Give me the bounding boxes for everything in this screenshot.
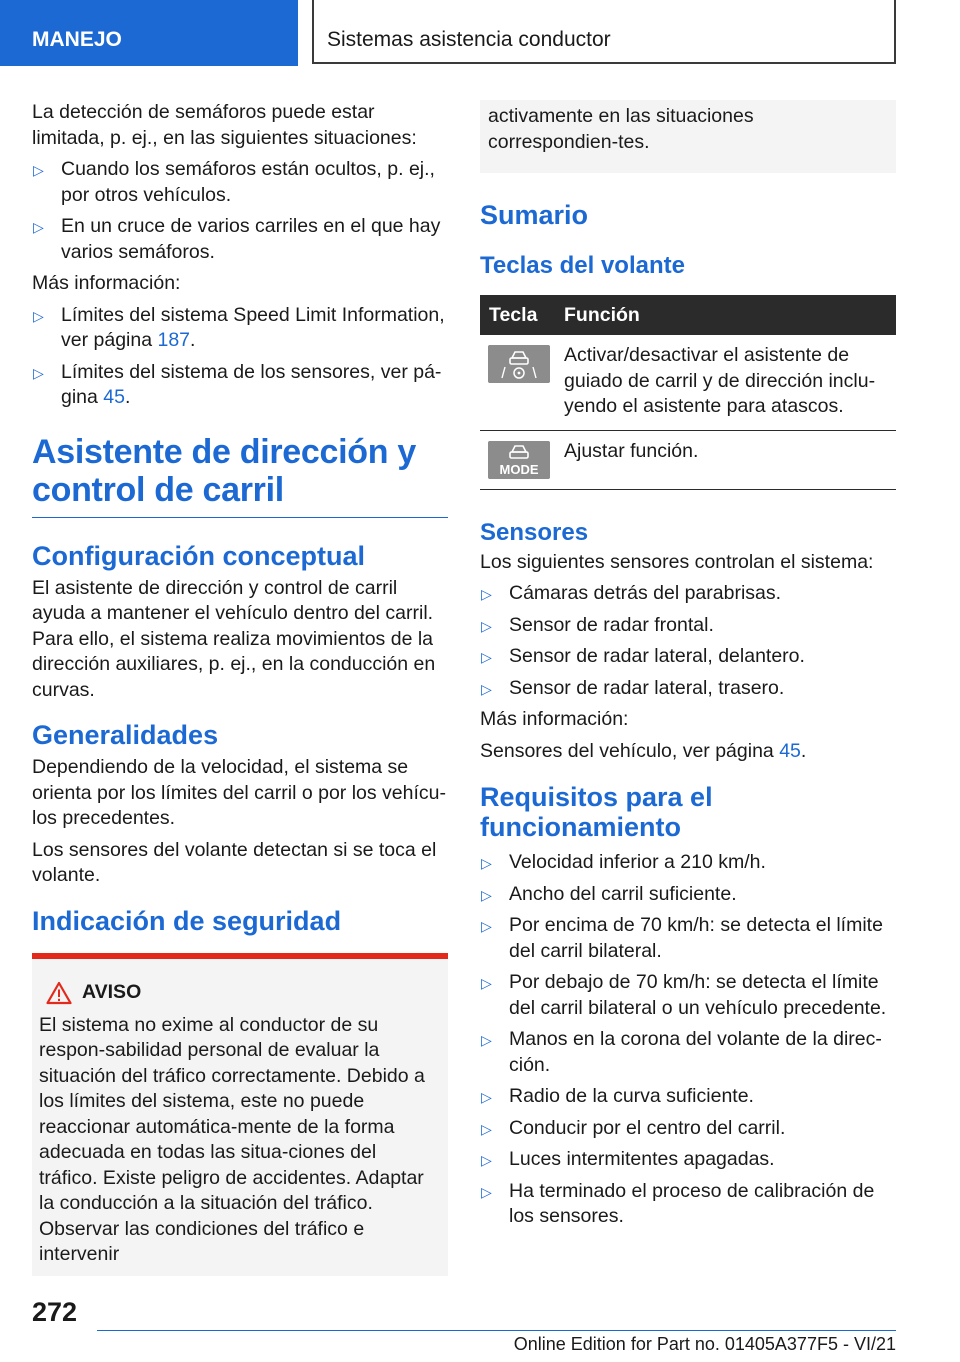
- list-item: ▷ Límites del sistema de los sensores, ver pá-gina 45.: [33, 360, 442, 408]
- triangle-bullet-icon: ▷: [481, 617, 492, 634]
- requirements-heading: Requisitos para el funcionamiento: [480, 782, 713, 842]
- list-item: ▷ Por debajo de 70 km/h: se detecta el límite del carril bilateral o un vehículo precedente.: [481, 971, 887, 1019]
- table-row: [480, 335, 896, 430]
- list-item: ▷ Cámaras detrás del parabrisas.: [480, 581, 896, 607]
- page-header: [0, 0, 960, 66]
- section-tab: MANEJO: [0, 0, 298, 66]
- list-item: ▷ En un cruce de varios carriles en el que hay varios semáforos.: [33, 215, 441, 263]
- triangle-bullet-icon: ▷: [481, 1120, 492, 1137]
- function-cell: Activar/desactivar el asistente de guiado de carril y de dirección inclu-yendo el asistente para atascos.: [564, 335, 896, 430]
- chapter-title: Sistemas asistencia conductor: [312, 0, 896, 64]
- triangle-bullet-icon: ▷: [481, 1183, 492, 1200]
- lane-assist-icon: [488, 345, 550, 383]
- triangle-bullet-icon: ▷: [481, 1032, 492, 1048]
- page-link[interactable]: 45: [779, 739, 801, 762]
- triangle-bullet-icon: ▷: [481, 918, 492, 934]
- sensors-reference: Sensores del vehículo, ver página 45.: [480, 739, 807, 762]
- triangle-bullet-icon: ▷: [33, 307, 44, 324]
- section-heading: Asistente de dirección y control de carril: [32, 433, 448, 518]
- warning-text: El sistema no exime al conductor de su respon-sabilidad personal de evaluar la situación del tráfico correctamente. Debido a los límites del sistema, este no puede reaccionar automática-mente de la forma adecuada en todas las situa-ciones del tráfico. Existe peligro de accidentes. Adaptar la conducción a la situación del tráfico. Observar las condiciones del tráfico e intervenir: [39, 1013, 425, 1265]
- sensors-list: [480, 581, 896, 701]
- general-text: Los sensores del volante detectan si se toca el volante.: [32, 838, 437, 886]
- warning-triangle-icon: [46, 981, 72, 1005]
- more-info-list: [32, 303, 448, 411]
- triangle-bullet-icon: ▷: [481, 855, 492, 871]
- triangle-bullet-icon: ▷: [481, 1152, 492, 1168]
- warning-text: activamente en las situaciones correspondien-tes.: [488, 105, 754, 153]
- warning-box: [32, 953, 448, 1276]
- summary-heading: Sumario: [480, 200, 589, 230]
- intro-text: La detección de semáforos puede estar limitada, p. ej., en las siguientes situaciones:: [32, 101, 417, 149]
- edition-text: Online Edition for Part no. 01405A377F5 - VI/21: [513, 1334, 896, 1354]
- list-item: ▷ Radio de la curva suficiente.: [480, 1084, 896, 1110]
- triangle-bullet-icon: ▷: [481, 1089, 492, 1105]
- situations-list: [32, 157, 448, 265]
- sensors-intro: Los siguientes sensores controlan el sistema:: [480, 550, 874, 573]
- list-item: ▷ Luces intermitentes apagadas.: [480, 1147, 896, 1173]
- general-text: Dependiendo de la velocidad, el sistema se orienta por los límites del carril o por los vehícu-los precedentes.: [32, 756, 447, 829]
- page-link[interactable]: 187: [157, 329, 191, 351]
- triangle-bullet-icon: ▷: [481, 886, 492, 903]
- triangle-bullet-icon: ▷: [33, 162, 44, 178]
- triangle-bullet-icon: ▷: [481, 975, 492, 991]
- mode-icon: [488, 441, 550, 479]
- warning-header: [39, 981, 440, 1005]
- triangle-bullet-icon: ▷: [481, 649, 492, 665]
- triangle-bullet-icon: ▷: [481, 586, 492, 602]
- safety-heading: Indicación de seguridad: [32, 905, 342, 936]
- list-item: ▷ Por encima de 70 km/h: se detecta el límite del carril bilateral.: [481, 914, 883, 962]
- table-header-row: [480, 295, 896, 335]
- footer-divider: [97, 1330, 896, 1331]
- mode-label: MODE: [499, 461, 539, 477]
- left-column: [32, 100, 448, 1276]
- warning-box-continued: [480, 100, 896, 173]
- function-cell: Ajustar función.: [564, 430, 896, 489]
- list-item: ▷ Conducir por el centro del carril.: [480, 1116, 896, 1142]
- list-item: ▷ Ha terminado el proceso de calibración de los sensores.: [481, 1179, 875, 1227]
- list-item: ▷ Sensor de radar lateral, trasero.: [480, 676, 896, 702]
- more-info-label: Más información:: [32, 272, 181, 294]
- list-item: ▷ Ancho del carril suficiente.: [480, 882, 896, 908]
- right-column: [480, 100, 896, 1236]
- table-row: [480, 430, 896, 489]
- page-link[interactable]: 45: [103, 386, 125, 408]
- more-info-label: Más información:: [480, 708, 629, 730]
- column-header-function: Función: [564, 295, 896, 335]
- concept-text: El asistente de dirección y control de carril ayuda a mantener el vehículo dentro del carril. Para ello, el sistema realiza movimientos de la dirección auxiliares, p. ej., en la conducción en curvas.: [32, 576, 436, 701]
- column-header-key: Tecla: [480, 295, 564, 335]
- general-heading: Generalidades: [32, 720, 219, 750]
- list-item: ▷ Sensor de radar lateral, delantero.: [480, 644, 896, 670]
- requirements-list: [480, 850, 896, 1230]
- page-number: 272: [32, 1297, 78, 1327]
- triangle-bullet-icon: ▷: [481, 680, 492, 697]
- warning-title: AVISO: [82, 981, 142, 1003]
- triangle-bullet-icon: ▷: [33, 364, 44, 381]
- list-item: ▷ Cuando los semáforos están ocultos, p. ej., por otros vehículos.: [33, 158, 435, 206]
- sensors-heading: Sensores: [480, 518, 589, 546]
- keys-table: [480, 295, 896, 490]
- triangle-bullet-icon: ▷: [33, 219, 44, 235]
- list-item: ▷ Límites del sistema Speed Limit Information, ver página 187.: [33, 303, 445, 351]
- concept-heading: Configuración conceptual: [32, 540, 366, 571]
- list-item: ▷ Velocidad inferior a 210 km/h.: [480, 850, 896, 876]
- list-item: ▷ Manos en la corona del volante de la direc-ción.: [481, 1028, 882, 1076]
- list-item: ▷ Sensor de radar frontal.: [480, 613, 896, 639]
- keys-heading: Teclas del volante: [480, 252, 685, 279]
